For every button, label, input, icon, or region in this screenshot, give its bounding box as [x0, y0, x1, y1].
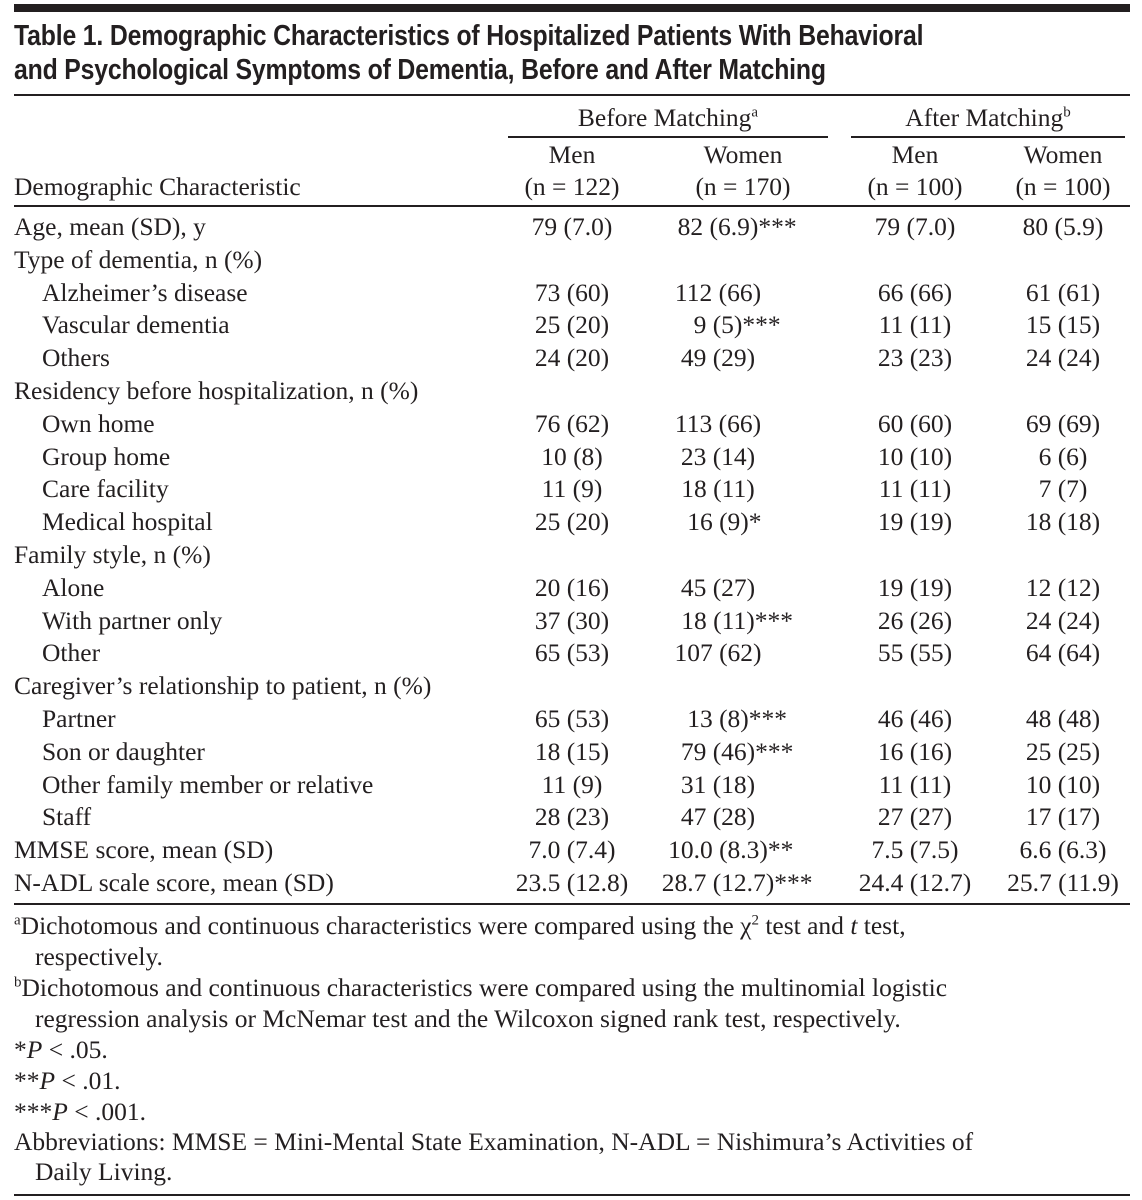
table-cell — [1026, 573, 1100, 603]
row-label: Alone — [42, 572, 105, 602]
cell-value: 13 (8) — [687, 704, 749, 733]
table-cell — [681, 343, 755, 373]
table-cell — [879, 770, 951, 800]
table-cell — [535, 737, 609, 767]
cell-value: 20 (16) — [534, 572, 610, 602]
table-cell — [878, 442, 952, 472]
table-cell — [532, 212, 613, 242]
table-cell — [681, 802, 755, 832]
table-cell — [1026, 409, 1100, 439]
row-label: Others — [42, 343, 110, 373]
table-cell — [681, 605, 793, 636]
section-label: Residency before hospitalization, n (%) — [14, 376, 419, 405]
row-label: Own home — [42, 408, 155, 438]
row-label: MMSE score, mean (SD) — [14, 835, 274, 865]
table-cell — [675, 278, 761, 308]
cell-value: 73 (60) — [534, 277, 610, 307]
cell-value: 19 (19) — [877, 507, 953, 537]
table-cell — [1026, 802, 1100, 832]
table-cell — [535, 343, 609, 373]
significance-marker: * — [748, 507, 762, 537]
cell-value: 6 (6) — [1038, 441, 1088, 471]
row-label: Medical hospital — [42, 507, 213, 537]
table-cell — [1026, 507, 1100, 537]
group-before-matching: Before Matching$^a$ — [577, 103, 759, 132]
table-cell — [878, 343, 952, 373]
cell-value: 16 (9) — [687, 507, 749, 537]
column-header-n: (n = 100) — [1015, 172, 1111, 201]
column-header-sex: Men — [891, 140, 939, 169]
table-cell — [878, 606, 952, 636]
cell-value: 10.0 (8.3) — [668, 835, 768, 865]
row-label: Care facility — [42, 474, 169, 504]
cell-value: 11 (11) — [878, 310, 952, 340]
table-cell — [878, 802, 952, 832]
table-cell — [878, 638, 952, 668]
row-label: Alzheimer’s disease — [42, 277, 248, 307]
table-cell — [535, 573, 609, 603]
table-cell — [1026, 737, 1100, 767]
cell-value: 65 (53) — [534, 704, 610, 733]
cell-value: 49 (29) — [680, 343, 756, 373]
table-cell — [675, 409, 761, 439]
cell-value: 28 (23) — [534, 802, 610, 832]
cell-value: 11 (11) — [878, 474, 952, 504]
cell-value: 6.6 (6.3) — [1019, 835, 1107, 865]
column-header-sex: Women — [1023, 140, 1103, 169]
cell-value: 79 (7.0) — [531, 212, 613, 241]
table-cell — [1026, 343, 1100, 373]
cell-value: 10 (8) — [541, 441, 603, 471]
footnote-p001: ***P < .001. — [14, 1097, 146, 1126]
cell-value: 11 (11) — [878, 769, 952, 799]
table-cell — [1026, 606, 1100, 636]
table-cell — [535, 704, 609, 734]
cell-value: 24 (24) — [1025, 343, 1101, 373]
cell-value: 45 (27) — [680, 572, 756, 602]
table-cell — [535, 638, 609, 668]
row-label: Staff — [42, 802, 92, 832]
cell-value: 19 (19) — [877, 572, 953, 602]
cell-value: 18 (15) — [534, 736, 610, 766]
cell-value: 23 (23) — [877, 343, 953, 373]
row-label: Vascular dementia — [42, 310, 230, 340]
cell-value: 10 (10) — [1025, 769, 1101, 799]
cell-value: 69 (69) — [1025, 408, 1101, 438]
column-header-sex: Men — [548, 140, 596, 169]
cell-value: 18 (11) — [681, 474, 755, 504]
cell-value: 61 (61) — [1025, 277, 1101, 307]
cell-value: 24.4 (12.7) — [858, 868, 972, 897]
table-cell — [680, 736, 794, 767]
table-cell — [871, 835, 958, 865]
column-header-n: (n = 170) — [695, 172, 791, 201]
footnote-a-cont: respectively. — [35, 942, 163, 971]
cell-value: 16 (16) — [877, 736, 953, 766]
cell-value: 37 (30) — [534, 605, 610, 635]
table-cell — [681, 442, 755, 472]
table-cell — [681, 474, 754, 504]
section-label: Caregiver’s relationship to patient, n (%) — [14, 671, 432, 701]
row-label: Son or daughter — [42, 736, 205, 766]
table-cell — [693, 310, 781, 340]
cell-value: 112 (66) — [674, 277, 762, 307]
cell-value: 23 (14) — [680, 441, 756, 471]
column-header-n: (n = 122) — [524, 172, 620, 201]
cell-value: 82 (6.9) — [677, 212, 759, 241]
table-cell — [875, 212, 956, 242]
table-cell — [516, 868, 629, 898]
significance-marker: *** — [755, 736, 794, 766]
cell-value: 64 (64) — [1025, 638, 1101, 668]
cell-value: 66 (66) — [877, 277, 953, 307]
cell-value: 18 (11) — [681, 605, 755, 635]
cell-value: 25 (20) — [534, 507, 610, 537]
table-cell — [687, 507, 762, 537]
column-header-sex: Women — [703, 140, 783, 169]
table-cell — [681, 770, 755, 800]
cell-value: 27 (27) — [877, 802, 953, 832]
significance-marker: *** — [748, 704, 788, 733]
table-cell — [1026, 278, 1100, 308]
table-cell — [661, 868, 813, 898]
section-label: Family style, n (%) — [14, 540, 211, 569]
table-cell — [878, 507, 952, 537]
table-cell — [879, 310, 951, 340]
column-header-n: (n = 100) — [867, 172, 963, 201]
cell-value: 113 (66) — [674, 408, 762, 438]
significance-marker: *** — [774, 868, 813, 897]
table-cell — [542, 770, 603, 800]
cell-value: 31 (18) — [680, 769, 756, 799]
row-label: Other family member or relative — [42, 769, 374, 799]
row-label-header: Demographic Characteristic — [14, 172, 301, 201]
table-cell — [1026, 770, 1100, 800]
table-cell — [535, 507, 609, 537]
cell-value: 17 (17) — [1025, 802, 1101, 832]
table-cell — [674, 638, 761, 668]
table-cell — [535, 278, 609, 308]
group-before-underline — [508, 136, 828, 138]
cell-value: 7 (7) — [1038, 474, 1088, 504]
cell-value: 24 (20) — [534, 343, 610, 373]
cell-value: 46 (46) — [877, 704, 953, 733]
table-cell — [878, 704, 952, 734]
cell-value: 7.0 (7.4) — [528, 835, 616, 865]
footnote-b-cont: regression analysis or McNemar test and the Wilcoxon signed rank test, respectively. — [35, 1004, 901, 1033]
table-cell — [1039, 474, 1088, 504]
cell-value: 60 (60) — [877, 408, 953, 438]
table-cell — [1026, 704, 1100, 734]
cell-value: 25 (20) — [534, 310, 610, 340]
table-cell — [541, 442, 603, 472]
table-cell — [878, 737, 952, 767]
cell-value: 10 (10) — [877, 441, 953, 471]
cell-value: 76 (62) — [534, 408, 610, 438]
header-rule — [14, 205, 1130, 207]
cell-value: 15 (15) — [1025, 310, 1101, 340]
cell-value: 26 (26) — [877, 605, 953, 635]
table-cell — [681, 573, 755, 603]
row-label: Partner — [42, 704, 116, 733]
table-cell — [1026, 310, 1100, 340]
footnote-b: $^b$Dichotomous and continuous characteristics were compared using the multinomial logistic — [14, 973, 948, 1002]
table-cell — [535, 606, 609, 636]
cell-value: 79 (46) — [680, 736, 756, 766]
table-cell — [878, 409, 952, 439]
table-cell — [1019, 835, 1106, 865]
table-cell — [1023, 212, 1104, 242]
footnote-a: $^a$Dichotomous and continuous characteristics were compared using the $\chi^2$ test and t test, — [14, 911, 906, 940]
cell-value: 55 (55) — [877, 638, 953, 668]
row-label: N-ADL scale score, mean (SD) — [14, 868, 334, 897]
significance-marker: *** — [742, 310, 781, 340]
row-label: Age, mean (SD), y — [14, 212, 206, 241]
cell-value: 12 (12) — [1025, 572, 1101, 602]
table-cell — [1007, 868, 1119, 898]
cell-value: 9 (5) — [693, 310, 743, 340]
table-title-line-2: and Psychological Symptoms of Dementia, Before and After Matching — [14, 54, 826, 86]
cell-value: 7.5 (7.5) — [871, 835, 959, 865]
table-title-line-1: Table 1. Demographic Characteristics of Hospitalized Patients With Behavioral — [14, 20, 924, 52]
row-label: Other — [42, 638, 101, 668]
table-cell — [535, 802, 609, 832]
cell-value: 79 (7.0) — [874, 212, 956, 241]
table-cell — [878, 573, 952, 603]
cell-value: 18 (18) — [1025, 507, 1101, 537]
title-rule — [14, 94, 1130, 96]
table-cell — [668, 835, 794, 865]
significance-marker: *** — [754, 605, 793, 635]
cell-value: 47 (28) — [680, 802, 756, 832]
cell-value: 24 (24) — [1025, 605, 1101, 635]
table-bottom-rule — [14, 903, 1130, 905]
cell-value: 11 (9) — [541, 769, 603, 799]
significance-marker: ** — [767, 835, 794, 865]
table-cell — [528, 835, 615, 865]
footnote-abbreviations: Abbreviations: MMSE = Mini-Mental State Examination, N-ADL = Nishimura’s Activities of — [14, 1127, 974, 1156]
table-cell — [1026, 638, 1100, 668]
table-cell — [687, 704, 788, 734]
table-cell — [535, 409, 609, 439]
footnote-abbreviations-cont: Daily Living. — [35, 1157, 173, 1186]
table-cell — [542, 474, 603, 504]
row-label: With partner only — [42, 605, 223, 635]
group-after-underline — [851, 136, 1125, 138]
cell-value: 11 (9) — [541, 474, 603, 504]
table-cell — [879, 474, 951, 504]
cell-value: 80 (5.9) — [1022, 212, 1104, 241]
footnote-p05: *P < .05. — [14, 1035, 108, 1064]
cell-value: 23.5 (12.8) — [515, 868, 629, 897]
page-bottom-rule — [14, 1194, 1130, 1196]
cell-value: 25 (25) — [1025, 736, 1101, 766]
table-cell — [535, 310, 609, 340]
cell-value: 65 (53) — [534, 638, 610, 668]
table-cell — [859, 868, 972, 898]
row-label: Group home — [42, 441, 171, 471]
group-after-matching: After Matching$^b$ — [905, 103, 1071, 132]
footnote-p01: **P < .01. — [14, 1066, 121, 1095]
table-cell — [1039, 442, 1088, 472]
cell-value: 107 (62) — [674, 638, 762, 668]
top-thick-rule — [14, 4, 1130, 12]
table-cell — [878, 278, 952, 308]
cell-value: 48 (48) — [1025, 704, 1101, 733]
cell-value: 28.7 (12.7) — [661, 868, 775, 897]
cell-value: 25.7 (11.9) — [1007, 868, 1119, 897]
section-label: Type of dementia, n (%) — [14, 244, 263, 274]
significance-marker: *** — [758, 212, 797, 241]
table-cell — [677, 212, 797, 242]
